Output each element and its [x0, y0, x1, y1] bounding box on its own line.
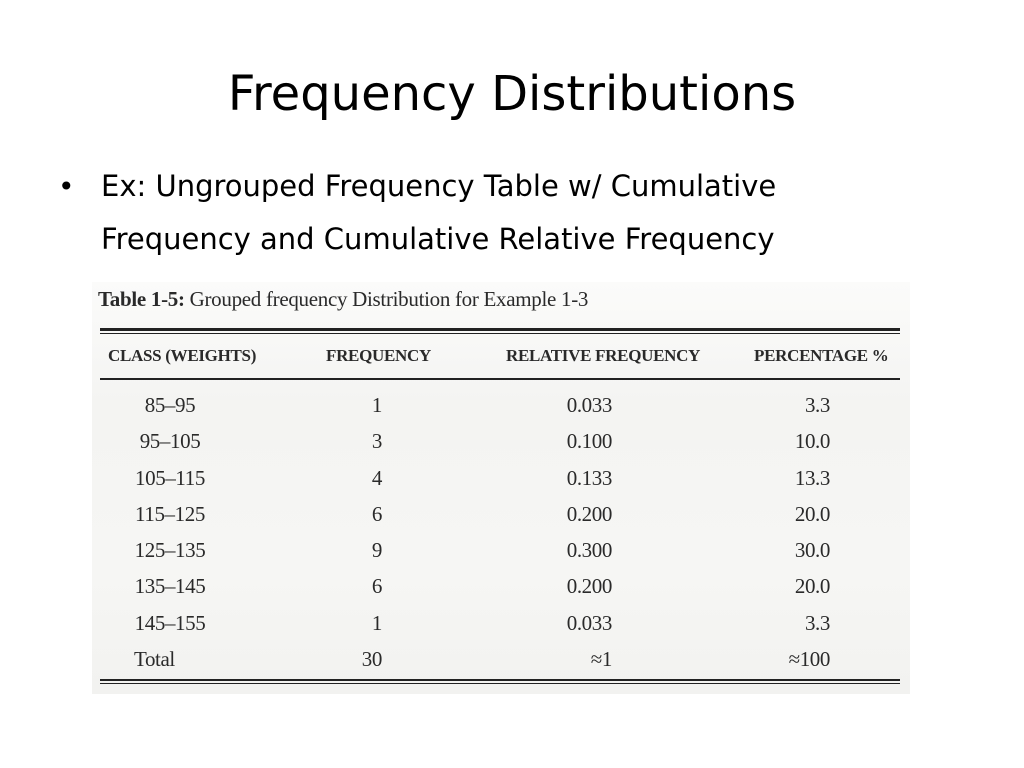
table-caption-text: Grouped frequency Distribution for Example 1-3: [189, 287, 589, 311]
cell-relative-frequency: 0.300: [566, 538, 612, 563]
bullet-text: Ex: Ungrouped Frequency Table w/ Cumulative Frequency and Cumulative Relative Frequency: [101, 169, 777, 256]
cell-frequency: 4: [371, 465, 382, 490]
table-row: [92, 389, 910, 425]
table-row: [92, 462, 910, 498]
cell-relative-frequency: 0.200: [566, 574, 612, 599]
cell-class: 135–145: [134, 574, 206, 599]
cell-class: 145–155: [134, 610, 206, 635]
cell-frequency: 6: [371, 501, 382, 526]
table-row: [92, 570, 910, 606]
table-row: [92, 425, 910, 461]
table-bottom-rule-thin: [100, 683, 900, 684]
cell-percentage: 30.0: [794, 538, 830, 563]
table-top-rule: [100, 328, 900, 331]
header-relative-frequency: RELATIVE FREQUENCY: [506, 346, 701, 365]
cell-frequency: 3: [371, 429, 382, 454]
cell-total-frequency: 30: [361, 647, 382, 672]
table-total-row: [92, 643, 910, 679]
cell-percentage: 3.3: [804, 393, 830, 417]
cell-total-relative-frequency: ≈1: [590, 647, 612, 672]
frequency-table-image: [92, 282, 910, 694]
cell-percentage: 10.0: [794, 429, 830, 454]
table-row: [92, 498, 910, 534]
cell-percentage: 20.0: [794, 574, 830, 599]
cell-relative-frequency: 0.133: [566, 465, 612, 490]
cell-percentage: 20.0: [794, 501, 830, 526]
cell-relative-frequency: 0.033: [566, 610, 612, 635]
cell-relative-frequency: 0.100: [566, 429, 612, 454]
cell-percentage: 13.3: [794, 465, 830, 490]
cell-total-percentage: ≈100: [788, 647, 830, 672]
cell-class: 125–135: [134, 538, 206, 563]
cell-relative-frequency: 0.200: [566, 501, 612, 526]
cell-class: 105–115: [135, 465, 205, 490]
cell-class: 95–105: [139, 429, 201, 454]
header-percentage: PERCENTAGE %: [754, 346, 889, 365]
table-row: [92, 607, 910, 643]
table-caption-label: Table 1-5:: [98, 287, 185, 311]
table-caption: [98, 287, 588, 312]
table-body: [92, 389, 910, 679]
table-top-rule-thin: [100, 333, 900, 334]
cell-frequency: 6: [371, 574, 382, 599]
bullet-icon: •: [58, 170, 75, 203]
table-header-rule: [100, 378, 900, 380]
header-frequency: FREQUENCY: [326, 346, 431, 365]
cell-relative-frequency: 0.033: [566, 393, 612, 417]
cell-class: 115–125: [135, 501, 205, 526]
table-bottom-rule: [100, 679, 900, 681]
header-class: CLASS (WEIGHTS): [108, 346, 257, 365]
cell-frequency: 9: [371, 538, 382, 563]
cell-frequency: 1: [371, 393, 382, 417]
cell-frequency: 1: [371, 610, 382, 635]
cell-percentage: 3.3: [804, 610, 830, 635]
cell-class: 85–95: [144, 393, 196, 417]
cell-total-label: Total: [134, 647, 175, 672]
table-row: [92, 534, 910, 570]
slide-title: Frequency Distributions: [227, 66, 797, 122]
